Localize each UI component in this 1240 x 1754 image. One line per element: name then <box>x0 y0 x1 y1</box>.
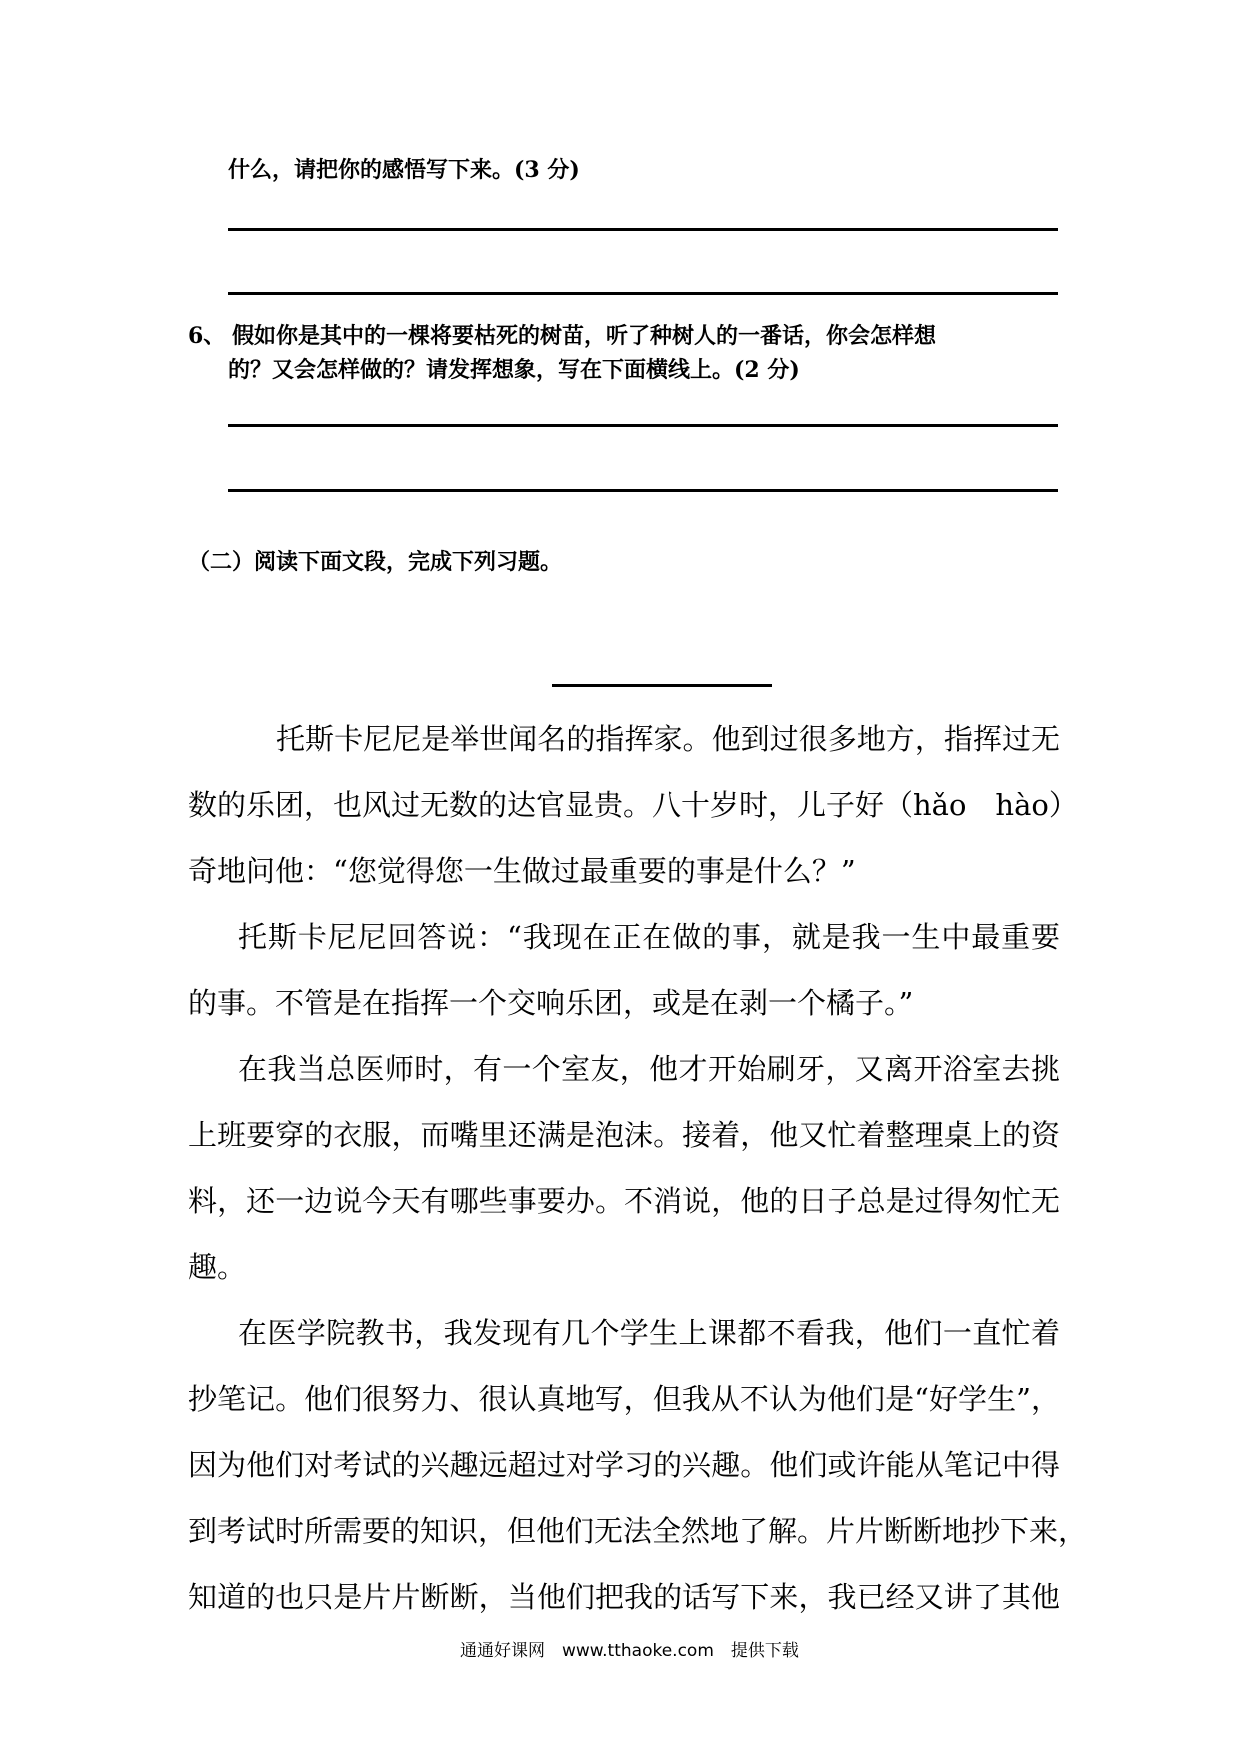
passage-line: 知道的也只是片片断断，当他们把我的话写下来，我已经又讲了其他 <box>188 1580 1060 1614</box>
passage-line: 抄笔记。他们很努力、很认真地写，但我从不认为他们是“好学生”， <box>188 1382 1060 1416</box>
passage-line: 到考试时所需要的知识，但他们无法全然地了解。片片断断地抄下来， <box>188 1514 1088 1548</box>
passage-line: 在医学院教书，我发现有几个学生上课都不看我，他们一直忙着 <box>238 1316 1060 1350</box>
q5-answer-line-1[interactable] <box>228 228 1058 231</box>
passage-line: 因为他们对考试的兴趣远超过对学习的兴趣。他们或许能从笔记中得 <box>188 1448 1060 1482</box>
section-2-heading: （二）阅读下面文段，完成下列习题。 <box>188 549 563 575</box>
passage-line: 上班要穿的衣服，而嘴里还满是泡沫。接着，他又忙着整理桌上的资 <box>188 1118 1060 1152</box>
q6-answer-line-2[interactable] <box>228 489 1058 492</box>
passage-line: 托斯卡尼尼回答说：“我现在正在做的事，就是我一生中最重要 <box>238 920 1060 954</box>
passage-line: 数的乐团，也风过无数的达官显贵。八十岁时，儿子好（hǎo hào） <box>188 788 1078 822</box>
passage-line: 的事。不管是在指挥一个交响乐团，或是在剥一个橘子。” <box>188 986 914 1020</box>
q6-text-line-1: 假如你是其中的一棵将要枯死的树苗，听了种树人的一番话，你会怎样想 <box>232 323 937 349</box>
passage-line: 趣。 <box>188 1250 247 1284</box>
q5-answer-line-2[interactable] <box>228 292 1058 295</box>
passage-title-blank[interactable] <box>552 684 772 687</box>
q6-number: 6、 <box>188 323 226 349</box>
passage-line: 奇地问他：“您觉得您一生做过最重要的事是什么？” <box>188 854 856 888</box>
q6-text-line-2: 的？又会怎样做的？请发挥想象，写在下面横线上。(2 分) <box>228 357 800 383</box>
q5-continuation-text: 什么，请把你的感悟写下来。(3 分) <box>228 157 580 183</box>
passage-line: 料，还一边说今天有哪些事要办。不消说，他的日子总是过得匆忙无 <box>188 1184 1060 1218</box>
page-footer: 通通好课网 www.tthaoke.com 提供下载 <box>460 1641 799 1661</box>
q6-answer-line-1[interactable] <box>228 424 1058 427</box>
passage-line: 在我当总医师时，有一个室友，他才开始刷牙，又离开浴室去挑 <box>238 1052 1060 1086</box>
passage-line: 托斯卡尼尼是举世闻名的指挥家。他到过很多地方，指挥过无 <box>276 722 1060 756</box>
